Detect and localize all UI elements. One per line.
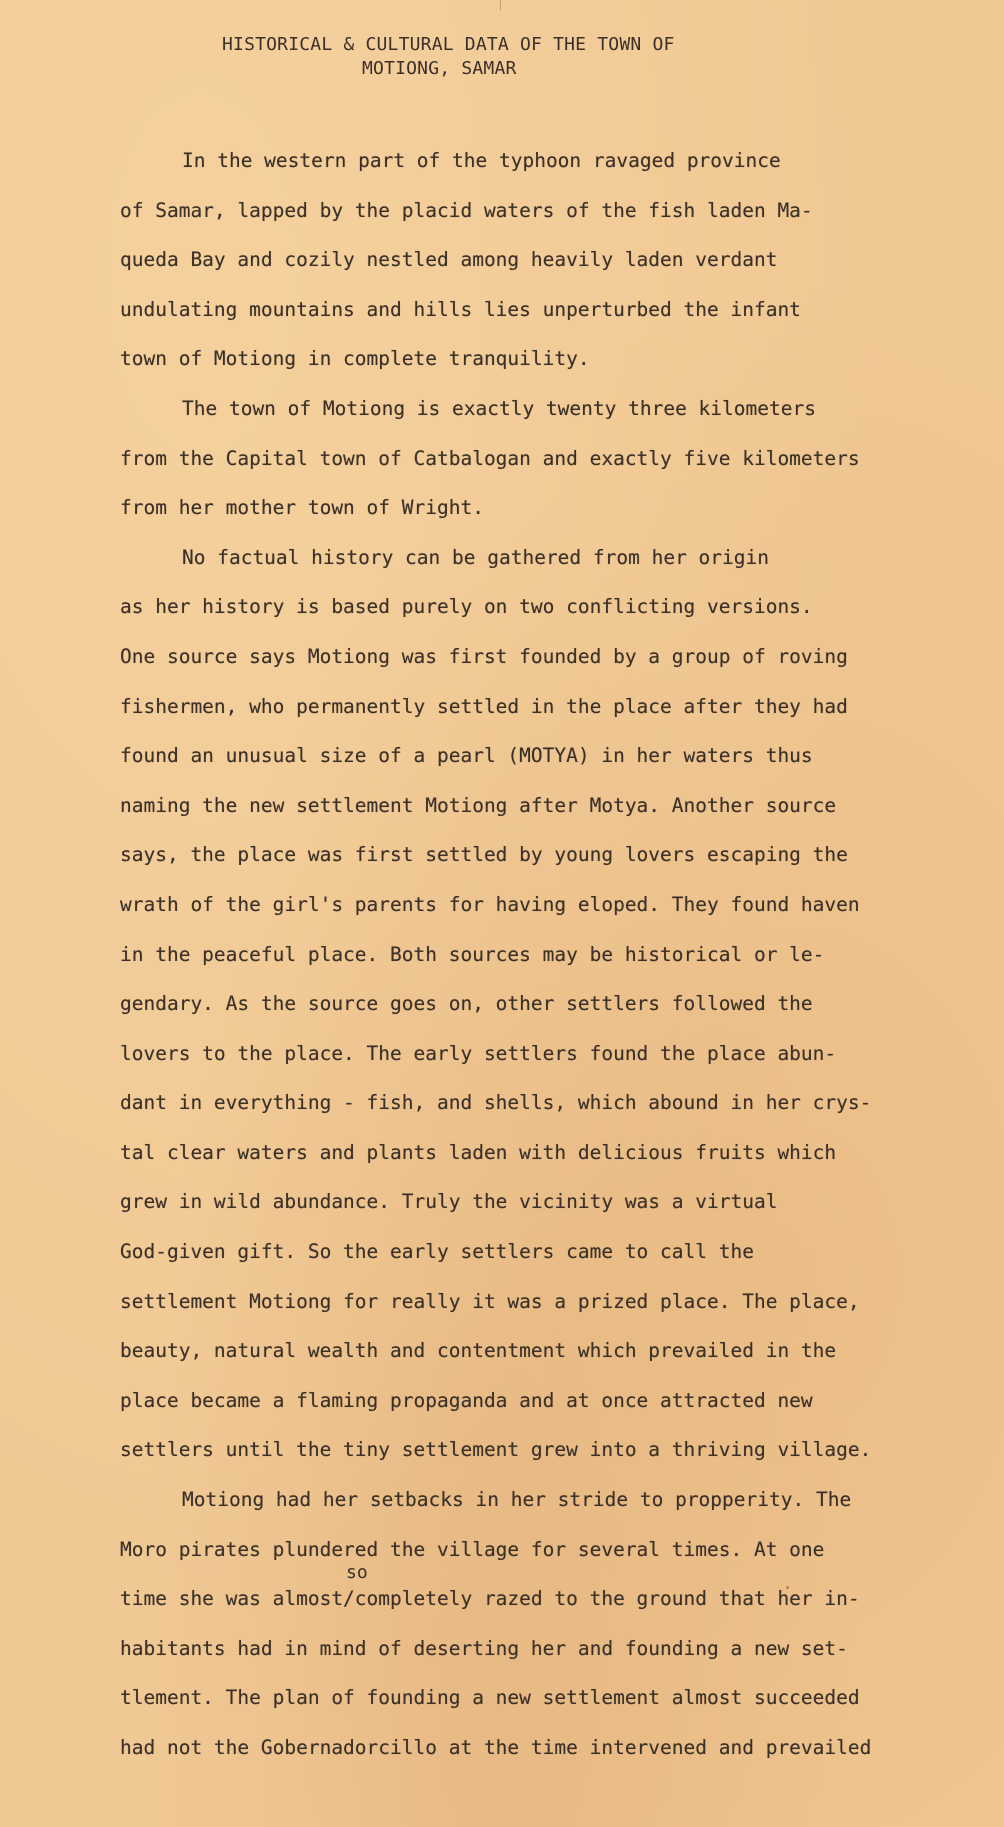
document-title-line-2: MOTIONG, SAMAR bbox=[362, 58, 517, 79]
paragraph-1 bbox=[120, 136, 960, 384]
text-line: wrath of the girl's parents for having eloped. They found haven bbox=[120, 892, 860, 916]
text-line: found an unusual size of a pearl (MOTYA) in her waters thus bbox=[120, 744, 813, 768]
text-line: The town of Motiong is exactly twenty three kilometers bbox=[182, 396, 816, 420]
text-line: fishermen, who permanently settled in the place after they had bbox=[120, 694, 848, 718]
document-body bbox=[120, 136, 960, 1773]
text-line: tlement. The plan of founding a new settlement almost succeeded bbox=[120, 1686, 860, 1710]
text-line: gendary. As the source goes on, other settlers followed the bbox=[120, 992, 813, 1016]
text-line: undulating mountains and hills lies unperturbed the infant bbox=[120, 297, 801, 321]
text-line: No factual history can be gathered from her origin bbox=[182, 545, 769, 569]
text-line: says, the place was first settled by young lovers escaping the bbox=[120, 843, 848, 867]
text-line: queda Bay and cozily nestled among heavily laden verdant bbox=[120, 248, 778, 272]
interlinear-correction: so bbox=[346, 1562, 368, 1584]
text-line: Moro pirates plundered the village for several times. At one bbox=[120, 1537, 825, 1561]
text-line: God-given gift. So the early settlers came to call the bbox=[120, 1240, 754, 1264]
text-line: town of Motiong in complete tranquility. bbox=[120, 347, 590, 371]
text-line: Motiong had her setbacks in her stride to propperity. The bbox=[182, 1488, 852, 1512]
text-line: from the Capital town of Catbalogan and exactly five kilometers bbox=[120, 446, 860, 470]
text-line: tal clear waters and plants laden with delicious fruits which bbox=[120, 1140, 837, 1164]
paragraph-2 bbox=[120, 384, 960, 533]
text-line: lovers to the place. The early settlers found the place abun- bbox=[120, 1041, 837, 1065]
text-line: grew in wild abundance. Truly the vicinity was a virtual bbox=[120, 1190, 778, 1214]
text-line: time she was almost/completely razed to the ground that her in- bbox=[120, 1587, 860, 1611]
fold-mark bbox=[500, 0, 501, 10]
paragraph-4 bbox=[120, 1475, 960, 1773]
text-line: One source says Motiong was first founded by a group of roving bbox=[120, 644, 848, 668]
text-line: of Samar, lapped by the placid waters of the fish laden Ma- bbox=[120, 198, 813, 222]
document-title-line-1: HISTORICAL & CULTURAL DATA OF THE TOWN OF bbox=[222, 34, 675, 55]
text-line: dant in everything - fish, and shells, which abound in her crys- bbox=[120, 1091, 872, 1115]
text-line: in the peaceful place. Both sources may be historical or le- bbox=[120, 942, 825, 966]
text-line: naming the new settlement Motiong after Motya. Another source bbox=[120, 793, 837, 817]
text-line: had not the Gobernadorcillo at the time intervened and prevailed bbox=[120, 1736, 872, 1759]
text-line: In the western part of the typhoon ravaged province bbox=[182, 149, 781, 172]
text-line: from her mother town of Wright. bbox=[120, 496, 484, 520]
text-line: beauty, natural wealth and contentment which prevailed in the bbox=[120, 1339, 837, 1363]
text-line: as her history is based purely on two conflicting versions. bbox=[120, 595, 813, 619]
paragraph-3 bbox=[120, 533, 960, 1475]
text-line: place became a flaming propaganda and at once attracted new bbox=[120, 1388, 813, 1412]
text-line: settlement Motiong for really it was a prized place. The place, bbox=[120, 1289, 860, 1313]
text-line: settlers until the tiny settlement grew into a thriving village. bbox=[120, 1438, 872, 1462]
text-line: habitants had in mind of deserting her and founding a new set- bbox=[120, 1636, 848, 1660]
